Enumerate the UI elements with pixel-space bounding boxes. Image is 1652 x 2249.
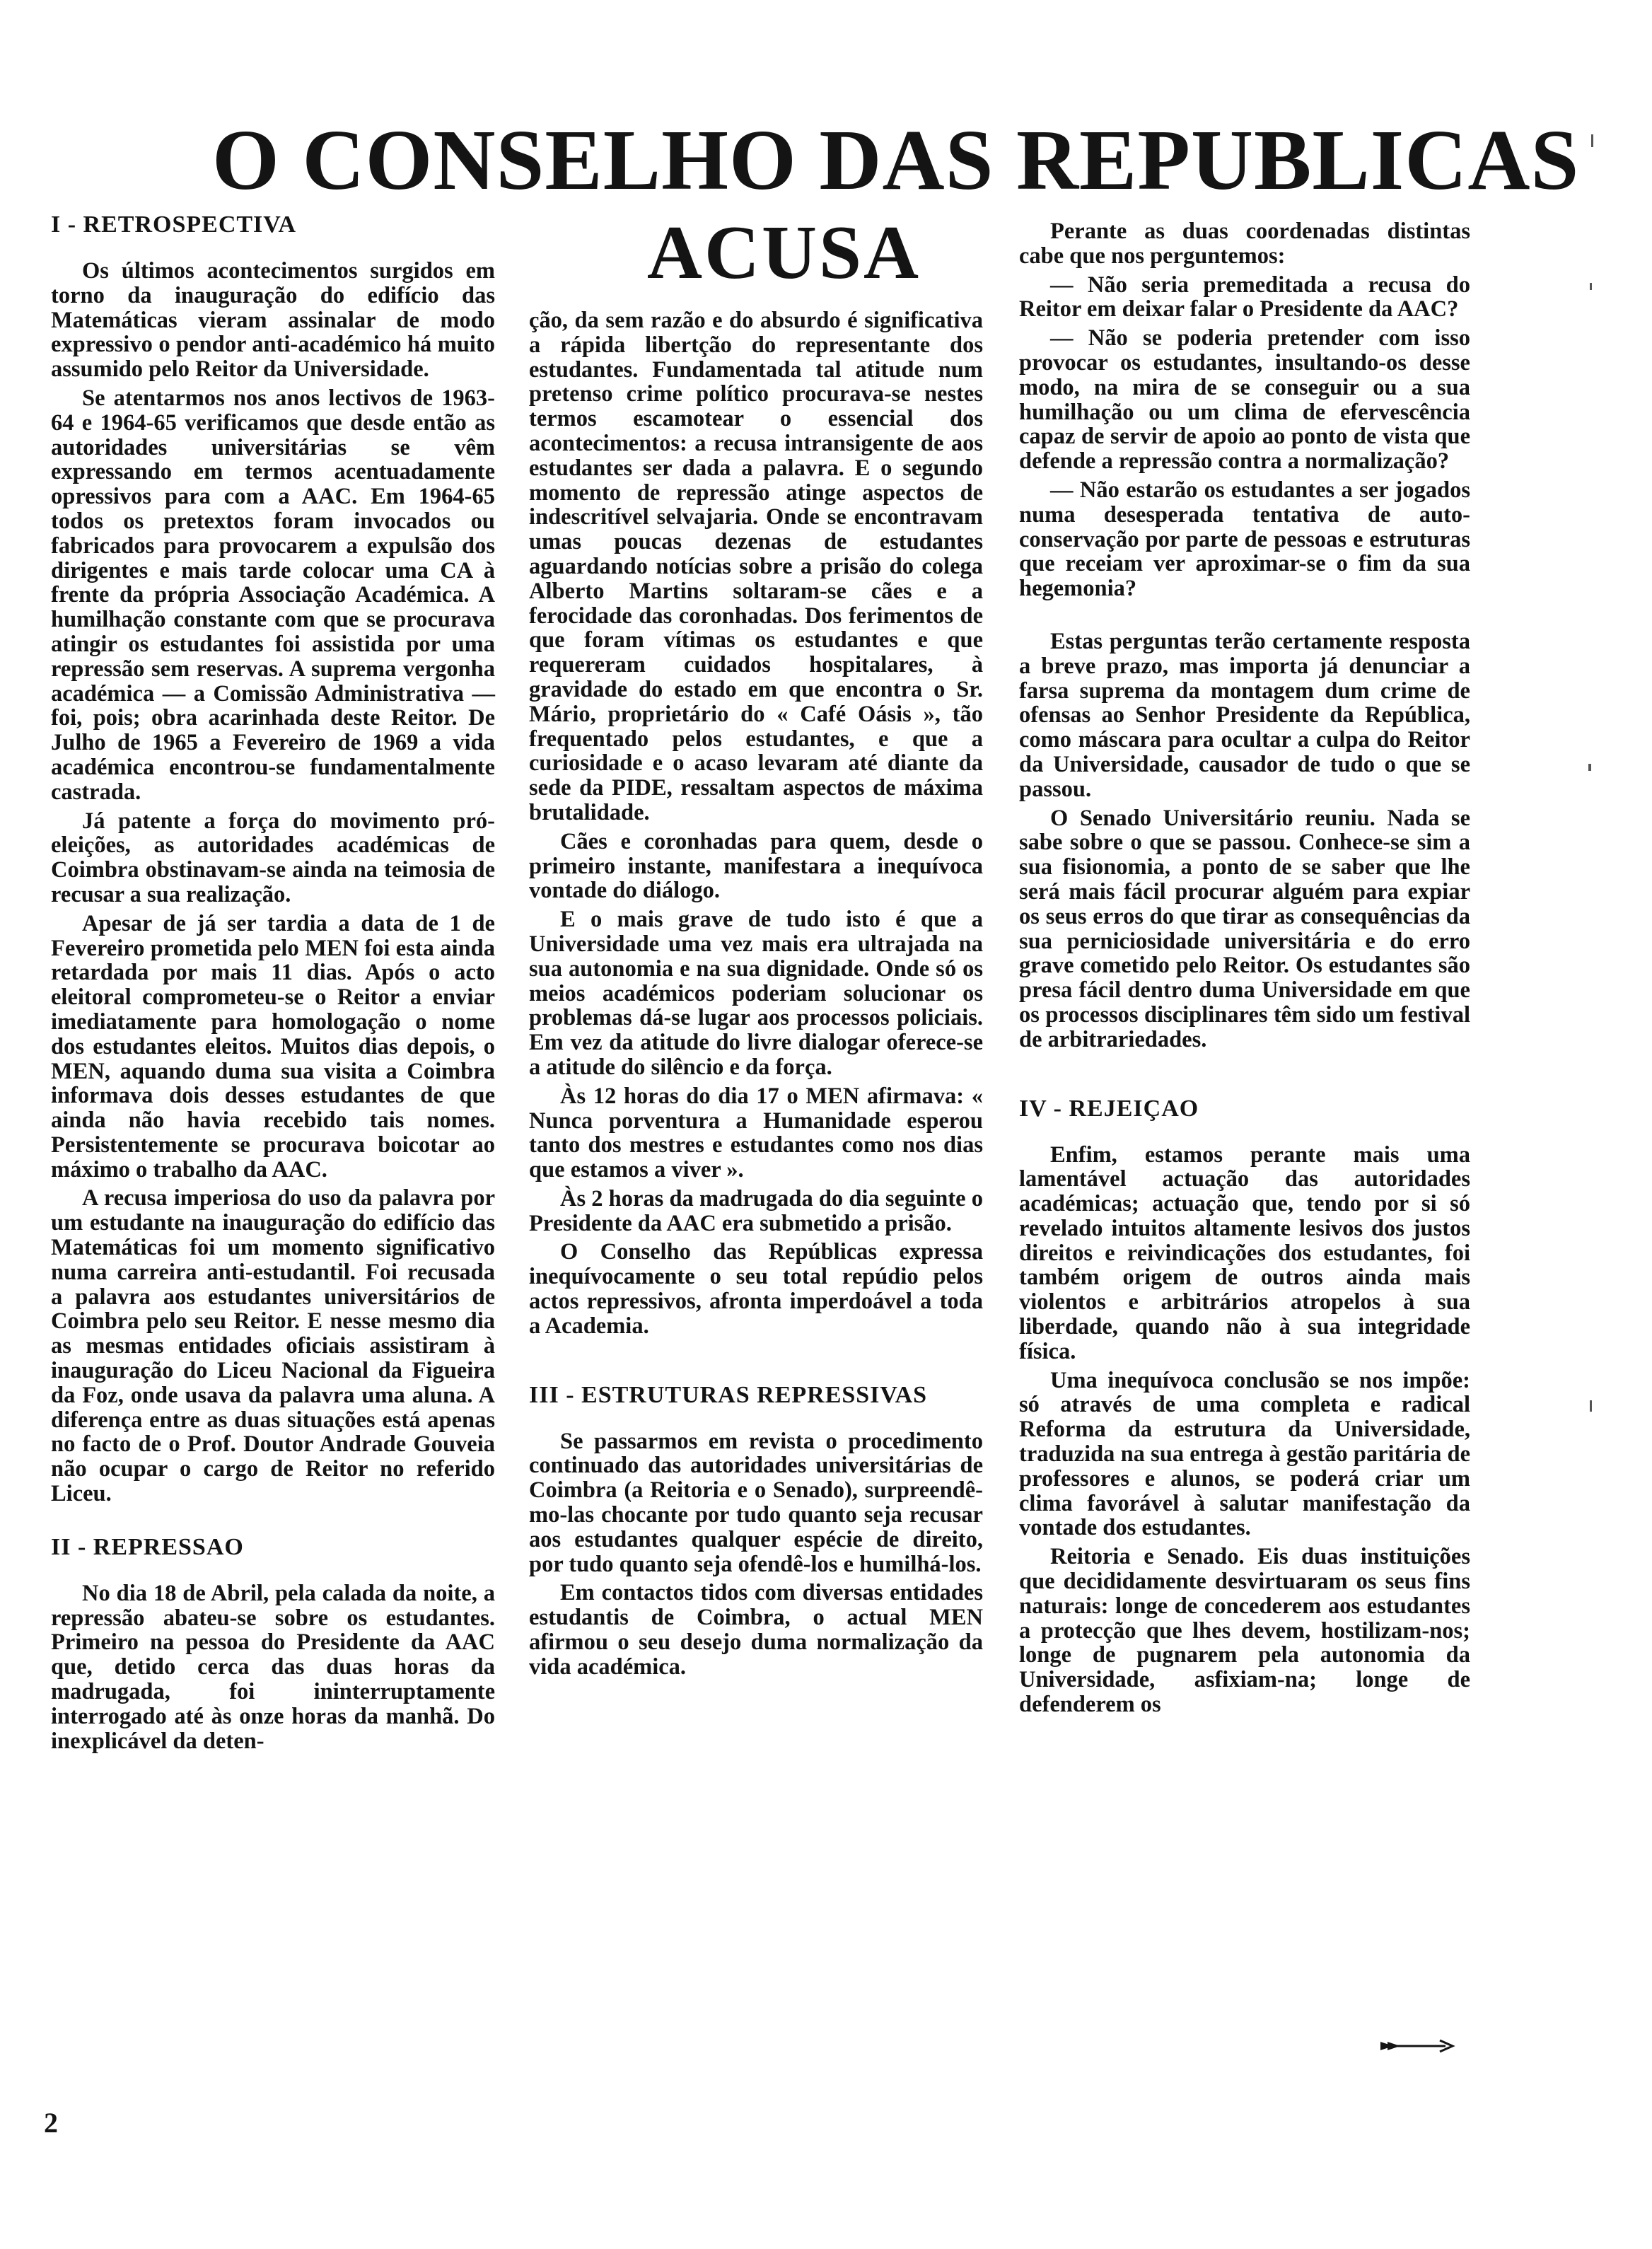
paragraph: Às 2 horas da madrugada do dia seguinte o Presidente da AAC era submetido a prisão. bbox=[529, 1185, 983, 1236]
paragraph: No dia 18 de Abril, pela calada da noite, a repressão abateu-se sobre os estudantes. Primeiro na pessoa do Presidente da AAC que, detido cerca das duas horas da madrugada, foi ininterruptamente interrogado até às onze horas da manhã. Do inexplicável da deten- bbox=[51, 1580, 495, 1754]
page-number: 2 bbox=[44, 2107, 58, 2139]
paragraph: Cães e coronhadas para quem, desde o primeiro instante, manifestara a inequívoca vontade do diálogo. bbox=[529, 828, 983, 904]
paragraph: Estas perguntas terão certamente resposta a breve prazo, mas importa já denunciar a farsa suprema da montagem dum crime de ofensas ao Senhor Presidente da República, como máscara para ocultar a culpa do Reitor da Universidade, causador de tudo o que se passou. bbox=[1019, 628, 1470, 802]
paragraph: E o mais grave de tudo isto é que a Universidade uma vez mais era ultrajada na sua autonomia e na sua dignidade. Onde só os meios académicos poderiam solucionar os problemas dá-se lugar aos processos policiais. Em vez da atitude do livre dialogar oferece-se a atitude do silêncio e da força. bbox=[529, 907, 983, 1080]
paragraph: Reitoria e Senado. Eis duas instituições que decididamente desvirtuaram os seus fins naturais: longe de concederem aos estudantes a protecção que lhes devem, hostilizam-nos; longe de pugnarem pela autonomia da Universidade, asfixiam-na; longe de defenderem os bbox=[1019, 1544, 1470, 1718]
paragraph: Uma inequívoca conclusão se nos impõe: só através de uma completa e radical Reforma da estrutura da Universidade, traduzida na sua entrega à gestão paritária de professores e alunos, se poderá criar um clima favorável à salutar manifestação da vontade dos estudantes. bbox=[1019, 1367, 1470, 1541]
scan-speck bbox=[1590, 1400, 1592, 1412]
question-paragraph: — Não estarão os estudantes a ser jogados numa desesperada tentativa de auto-conservação por parte de pessoas e estruturas que receiam ver aproximar-se o fim da sua hegemonia? bbox=[1019, 477, 1470, 602]
question-paragraph: — Não seria premeditada a recusa do Reitor em deixar falar o Presidente da AAC? bbox=[1019, 272, 1470, 322]
scan-speck bbox=[1590, 283, 1592, 290]
paragraph: Enfim, estamos perante mais uma lamentável actuação das autoridades académicas; actuação que, tendo por si só revelado intuitos altamente lesivos dos justos direitos e reivindicações dos estudantes, foi também origem de outros ainda mais violentos e arbitrários atropelos à sua liberdade, quando não à sua integridade física. bbox=[1019, 1141, 1470, 1364]
column-1 bbox=[51, 212, 495, 1757]
arrow-right-icon bbox=[1378, 2035, 1455, 2057]
paragraph: Já patente a força do movimento pró-eleições, as autoridades académicas de Coimbra obstinavam-se ainda na teimosia de recusar a sua realização. bbox=[51, 808, 495, 907]
section-heading-estruturas-repressivas: III - ESTRUTURAS REPRESSIVAS bbox=[529, 1381, 928, 1408]
paragraph: O Senado Universitário reuniu. Nada se sabe sobre o que se passou. Conhece-se sim a sua fisionomia, a ponto de se saber que lhe será mais fácil procurar alguém para expiar os seus erros do que tirar as consequências da sua perniciosidade universitária e do erro grave cometido pelo Reitor. Os estudantes são presa fácil dentro duma Universidade em que os processos disciplinares têm sido um festival de arbitrariedades. bbox=[1019, 805, 1470, 1052]
column-2 bbox=[529, 308, 983, 1684]
article-title: O CONSELHO DAS REPUBLICAS bbox=[212, 112, 1580, 208]
column-3 bbox=[1019, 219, 1470, 1721]
paragraph: Se atentarmos nos anos lectivos de 1963-64 e 1964-65 verificamos que desde então as autoridades universitárias se vêm expressando em termos acentuadamente opressivos para com a AAC. Em 1964-65 todos os pretextos foram invocados ou fabricados para provocarem a expulsão dos dirigentes e mais tarde colocar uma CA à frente da própria Associação Académica. A humilhação constante com que se procurava atingir os estudantes foi assistida por uma repressão sem reservas. A suprema vergonha académica — a Comissão Administrativa — foi, pois; obra acarinhada deste Reitor. De Julho de 1965 a Fevereiro de 1969 a vida académica encontrou-se fundamentalmente castrada. bbox=[51, 385, 495, 805]
paragraph: Perante as duas coordenadas distintas cabe que nos perguntemos: bbox=[1019, 219, 1470, 269]
paragraph: Se passarmos em revista o procedimento continuado das autoridades universitárias de Coimbra (a Reitoria e o Senado), surpreendê-mo-las chocante por tudo quanto seja recusar aos estudantes qualquer espécie de direito, por tudo quanto seja ofendê-los e humilhá-los. bbox=[529, 1428, 983, 1577]
section-heading-repressao: II - REPRESSAO bbox=[51, 1533, 244, 1560]
paragraph: Em contactos tidos com diversas entidades estudantis de Coimbra, o actual MEN afirmou o seu desejo duma normalização da vida académica. bbox=[529, 1580, 983, 1680]
section-heading-rejeicao: IV - REJEIÇAO bbox=[1019, 1095, 1199, 1122]
paragraph: Apesar de já ser tardia a data de 1 de Fevereiro prometida pelo MEN foi esta ainda retardada por mais 11 dias. Após o acto eleitoral comprometeu-se o Reitor a enviar imediatamente para homologação o nome dos estudantes eleitos. Muitos dias depois, o MEN, aquando duma sua visita a Coimbra informava dois desses estudantes de que ainda não havia recebido tais nomes. Persistentemente se procurava boicotar ao máximo o trabalho da AAC. bbox=[51, 910, 495, 1182]
paragraph: A recusa imperiosa do uso da palavra por um estudante na inauguração do edifício das Matemáticas foi um momento significativo numa carreira anti-estudantil. Foi recusada a palavra aos estudantes universitários de Coimbra pelo seu Reitor. E nesse mesmo dia as mesmas entidades oficiais assistiram à inauguração do Liceu Nacional da Figueira da Foz, onde usava da palavra uma aluna. A diferença entre as duas situações está apenas no facto de o Prof. Doutor Andrade Gouveia não ocupar o cargo de Reitor no referido Liceu. bbox=[51, 1185, 495, 1507]
scan-speck bbox=[1588, 764, 1591, 771]
section-heading-retrospectiva: I - RETROSPECTIVA bbox=[51, 211, 297, 238]
paragraph: O Conselho das Repúblicas expressa inequívocamente o seu total repúdio pelos actos repressivos, afronta imperdoável a toda a Academia. bbox=[529, 1239, 983, 1339]
article-subtitle: ACUSA bbox=[647, 211, 921, 295]
question-paragraph: — Não se poderia pretender com isso provocar os estudantes, insultando-os desse modo, na mira de se conseguir ou a sua humilhação ou um clima de efervescência capaz de servir de apoio ao ponto de vista que defende a repressão contra a normalização? bbox=[1019, 325, 1470, 475]
paragraph: Às 12 horas do dia 17 o MEN afirmava: « Nunca porventura a Humanidade esperou tanto dos mestres e estudantes como nos dias que estamos a viver ». bbox=[529, 1083, 983, 1183]
paragraph: ção, da sem razão e do absurdo é significativa a rápida libertção do representante dos estudantes. Fundamentada tal atitude num pretenso crime político procurava-se nestes termos escamotear o essencial dos acontecimentos: a recusa intransigente de aos estudantes ser dada a palavra. E o segundo momento de repressão atinge aspectos de indescritível selvajaria. Onde se encontravam umas poucas dezenas de estudantes aguardando notícias sobre a prisão do colega Alberto Martins soltaram-se cães e a ferocidade das coronhadas. Dos ferimentos de que foram vítimas os estudantes e que requereram cuidados hospitalares, à gravidade do estado em que encontra o Sr. Mário, proprietário do « Café Oásis », tão frequentado pelos estudantes, e que a curiosidade e o acaso levaram até diante da sede da PIDE, ressaltam aspectos de máxima brutalidade. bbox=[529, 308, 983, 825]
scan-speck bbox=[1591, 134, 1593, 147]
paragraph: Os últimos acontecimentos surgidos em torno da inauguração do edifício das Matemáticas vieram assinalar de modo expressivo o pendor anti-académico há muito assumido pelo Reitor da Universidade. bbox=[51, 258, 495, 383]
